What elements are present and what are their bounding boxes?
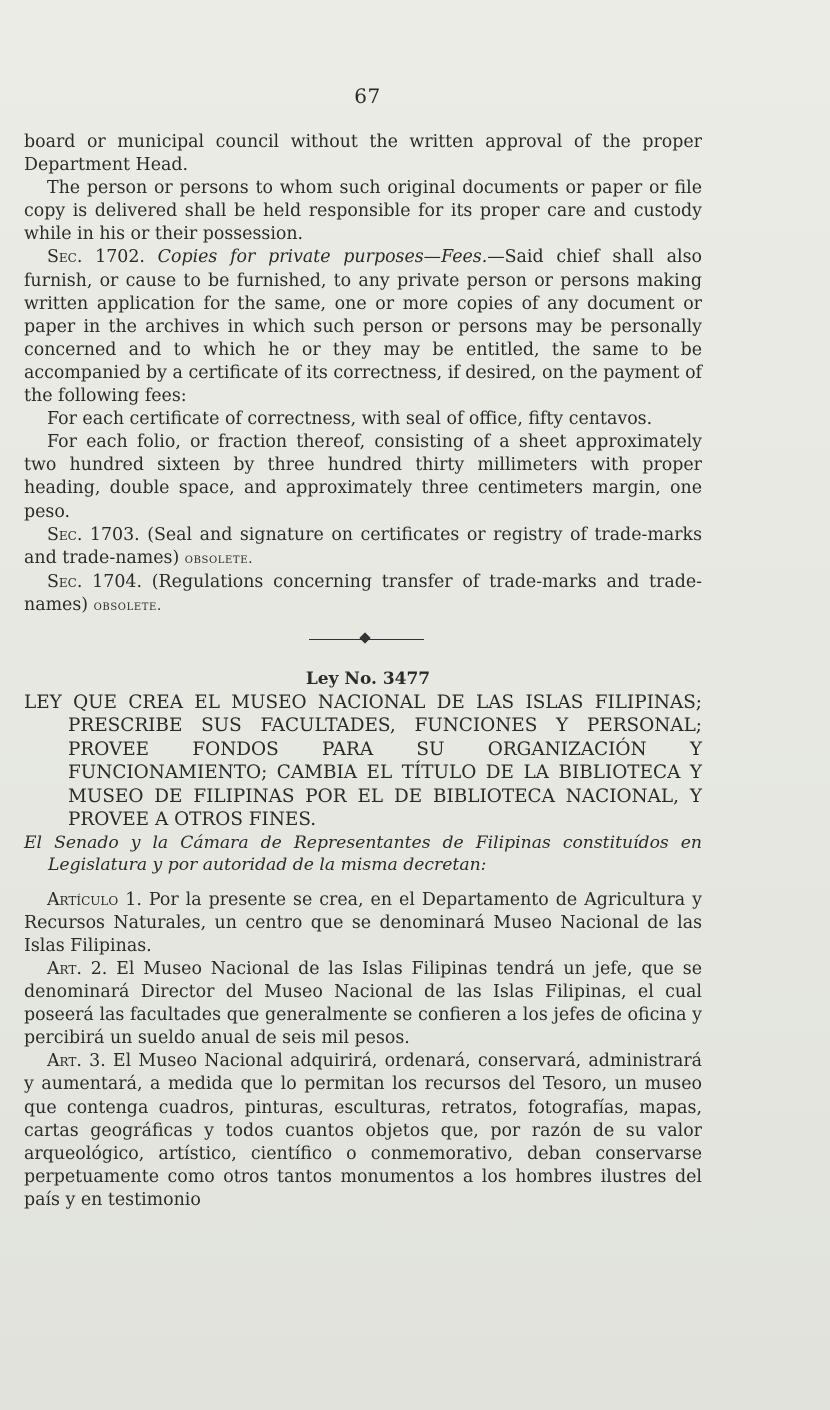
section-heading: Copies for private purposes—Fees. bbox=[157, 247, 488, 268]
article-3 bbox=[24, 1050, 702, 1212]
fee-folio: For each folio, or fraction thereof, consisting of a sheet approximately two hundred sixteen by three hundred thirty millimeters with proper heading, double space, and approximately three centimeters margin, one peso. bbox=[24, 432, 702, 522]
section-number: 1702. bbox=[82, 247, 158, 268]
section-divider bbox=[309, 630, 424, 650]
section-text: 1704. (Regulations concerning transfer of trade-marks and trade-names) bbox=[24, 571, 702, 615]
article-label: Art. bbox=[47, 1051, 82, 1072]
article-1 bbox=[24, 889, 702, 958]
obsolete-label: obsolete. bbox=[93, 597, 162, 614]
articles bbox=[24, 889, 702, 1212]
section-1704 bbox=[24, 571, 702, 618]
law-number: Ley No. 3477 bbox=[305, 668, 431, 689]
section-text: 1703. (Seal and signature on certificates or registry of trade-marks and trade-names) bbox=[24, 524, 702, 568]
section-text: —Said chief shall also furnish, or cause to be furnished, to any private person or persons making written application for the same, one or more copies of any document or paper in the archives in which such person or persons may be personally concerned and to which he or they may be entitled, the same to be accompanied by a certificate of its correctness, if desired, on the payment of the following fees: bbox=[24, 247, 703, 407]
section-1703 bbox=[24, 524, 702, 571]
section-1702 bbox=[24, 246, 702, 408]
article-text: 1. Por la presente se crea, en el Departamento de Agricultura y Recursos Naturales, un centro que se denominará Museo Nacional de las Islas Filipinas. bbox=[24, 889, 702, 956]
paragraph-continuation: board or municipal council without the written approval of the proper Department Head. bbox=[24, 132, 702, 176]
section-label: Sec. bbox=[47, 524, 83, 545]
article-label: Artículo bbox=[47, 889, 119, 910]
page-body bbox=[24, 131, 702, 1212]
article-text: 2. El Museo Nacional de las Islas Filipinas tendrá un jefe, que se denominará Director del Museo Nacional de las Islas Filipinas, el cual poseerá las facultades que generalmente se confieren a los jefes de oficina y percibirá un sueldo anual de seis mil pesos. bbox=[24, 958, 702, 1049]
article-label: Art. bbox=[47, 958, 82, 979]
law-title: LEY QUE CREA EL MUSEO NACIONAL DE LAS ISLAS FILIPINAS; PRESCRIBE SUS FACULTADES, FUNCIONES Y PERSONAL; PROVEE FONDOS PARA SU ORGANIZACIÓN Y FUNCIONAMIENTO; CAMBIA EL TÍTULO DE LA BIBLIOTECA Y MUSEO DE FILIPINAS POR EL DE BIBLIOTECA NACIONAL, Y PROVEE A OTROS FINES. bbox=[24, 692, 702, 831]
article-2 bbox=[24, 958, 702, 1050]
article-text: 3. El Museo Nacional adquirirá, ordenará, conservará, administrará y aumentará, a medida que lo permitan los recursos del Tesoro, un museo que contenga cuadros, pinturas, esculturas, retratos, fotografías, mapas, cartas geográficas y todos cuantos objetos que, por razón de su valor arqueológico, artístico, científico o conmemorativo, deban conservarse perpetuamente como otros tantos monumentos a los hombres ilustres del país y en testimonio bbox=[24, 1051, 702, 1210]
paragraph-custody: The person or persons to whom such original documents or paper or file copy is delivered shall be held responsible for its proper care and custody while in his or their possession. bbox=[24, 178, 702, 245]
section-label: Sec. bbox=[47, 247, 83, 268]
section-label: Sec. bbox=[47, 571, 83, 592]
enacting-clause: El Senado y la Cámara de Representantes de Filipinas constituídos en Legislatura y por autoridad de la misma decretan: bbox=[24, 832, 702, 876]
page-number: 67 bbox=[354, 84, 381, 108]
obsolete-label: obsolete. bbox=[184, 550, 254, 567]
fee-certificate: For each certificate of correctness, with seal of office, fifty centavos. bbox=[47, 409, 653, 430]
diamond-ornament-icon bbox=[359, 632, 370, 643]
